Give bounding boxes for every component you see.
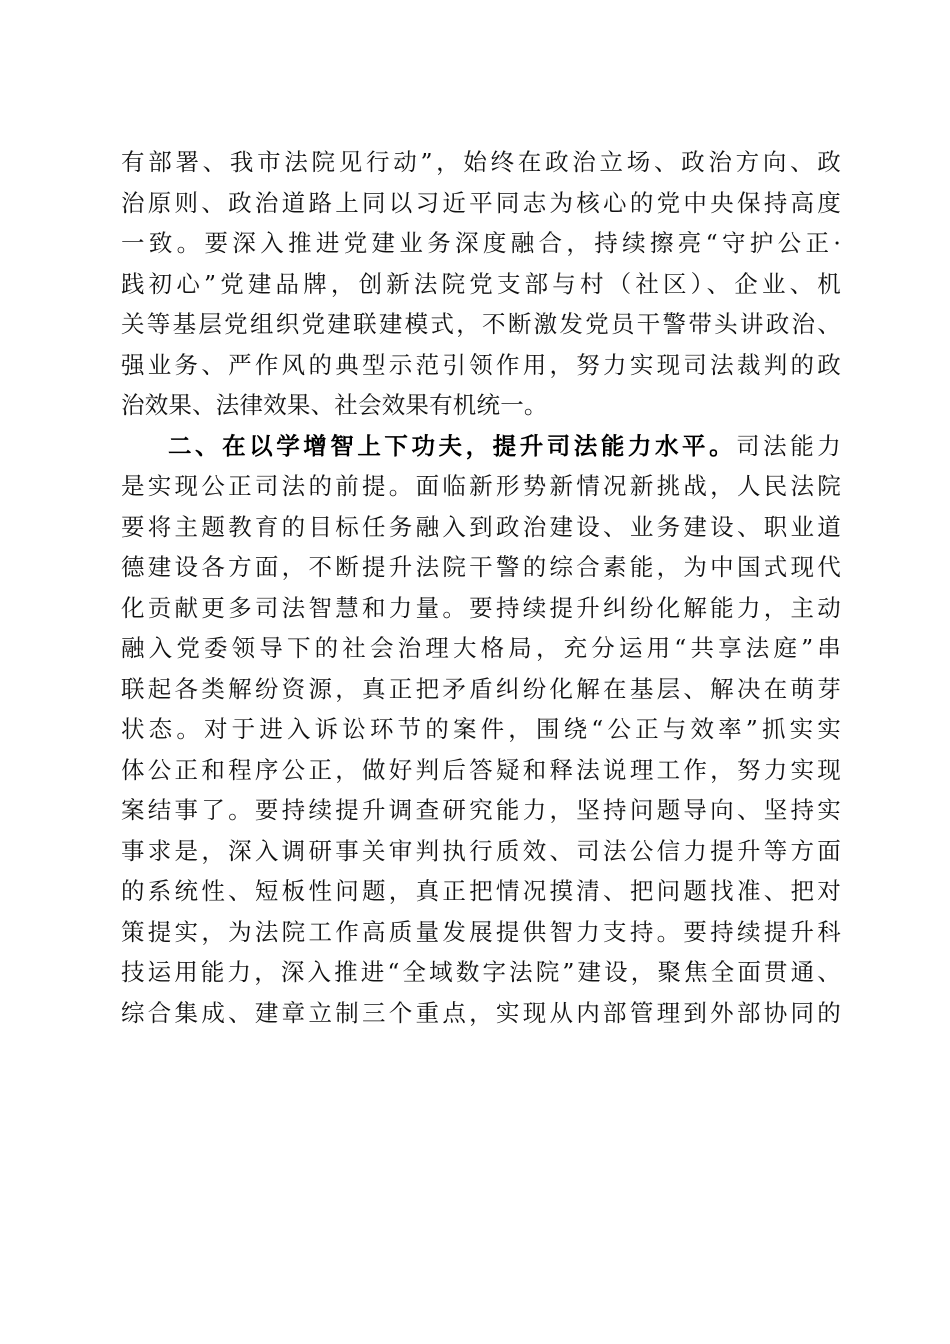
text-line: 案结事了。要持续提升调查研究能力，坚持问题导向、坚持实 xyxy=(121,796,841,824)
text-line: 践初心”党建品牌，创新法院党支部与村（社区）、企业、机 xyxy=(121,269,841,298)
heading-tail-text: 司法能力 xyxy=(736,431,841,460)
section-heading: 二、在以学增智上下功夫，提升司法能力水平。 xyxy=(168,431,737,460)
text-line: 关等基层党组织党建联建模式，不断激发党员干警带头讲政治、 xyxy=(121,310,841,338)
text-line: 治原则、政治道路上同以习近平同志为核心的党中央保持高度 xyxy=(121,188,841,217)
text-line: 化贡献更多司法智慧和力量。要持续提升纠纷化解能力，主动 xyxy=(121,593,841,622)
text-line: 德建设各方面，不断提升法院干警的综合素能，为中国式现代 xyxy=(121,553,841,581)
text-line: 要将主题教育的目标任务融入到政治建设、业务建设、职业道 xyxy=(121,512,841,541)
text-line: 综合集成、建章立制三个重点，实现从内部管理到外部协同的 xyxy=(121,998,841,1027)
text-line: 技运用能力，深入推进“全域数字法院”建设，聚焦全面贯通、 xyxy=(121,958,841,986)
document-body xyxy=(121,142,841,1033)
text-line: 是实现公正司法的前提。面临新形势新情况新挑战，人民法院 xyxy=(121,472,841,500)
text-line: 一致。要深入推进党建业务深度融合，持续擦亮“守护公正· xyxy=(121,229,841,257)
paragraph-party-building xyxy=(121,142,841,426)
text-line: 体公正和程序公正，做好判后答疑和释法说理工作，努力实现 xyxy=(121,755,841,784)
text-line: 联起各类解纷资源，真正把矛盾纠纷化解在基层、解决在萌芽 xyxy=(121,674,841,703)
text-line: 状态。对于进入诉讼环节的案件，围绕“公正与效率”抓实实 xyxy=(121,715,841,743)
text-line: 的系统性、短板性问题，真正把情况摸清、把问题找准、把对 xyxy=(121,877,841,905)
text-line: 策提实，为法院工作高质量发展提供智力支持。要持续提升科 xyxy=(121,917,841,946)
text-line: 治效果、法律效果、社会效果有机统一。 xyxy=(121,391,548,419)
paragraph-section-2 xyxy=(121,426,841,1034)
section-heading-line xyxy=(121,426,841,467)
text-line: 事求是，深入调研事关审判执行质效、司法公信力提升等方面 xyxy=(121,836,841,865)
text-line: 融入党委领导下的社会治理大格局，充分运用“共享法庭”串 xyxy=(121,634,841,662)
text-line: 强业务、严作风的典型示范引领作用，努力实现司法裁判的政 xyxy=(121,350,841,379)
text-line: 有部署、我市法院见行动”，始终在政治立场、政治方向、政 xyxy=(121,148,841,176)
